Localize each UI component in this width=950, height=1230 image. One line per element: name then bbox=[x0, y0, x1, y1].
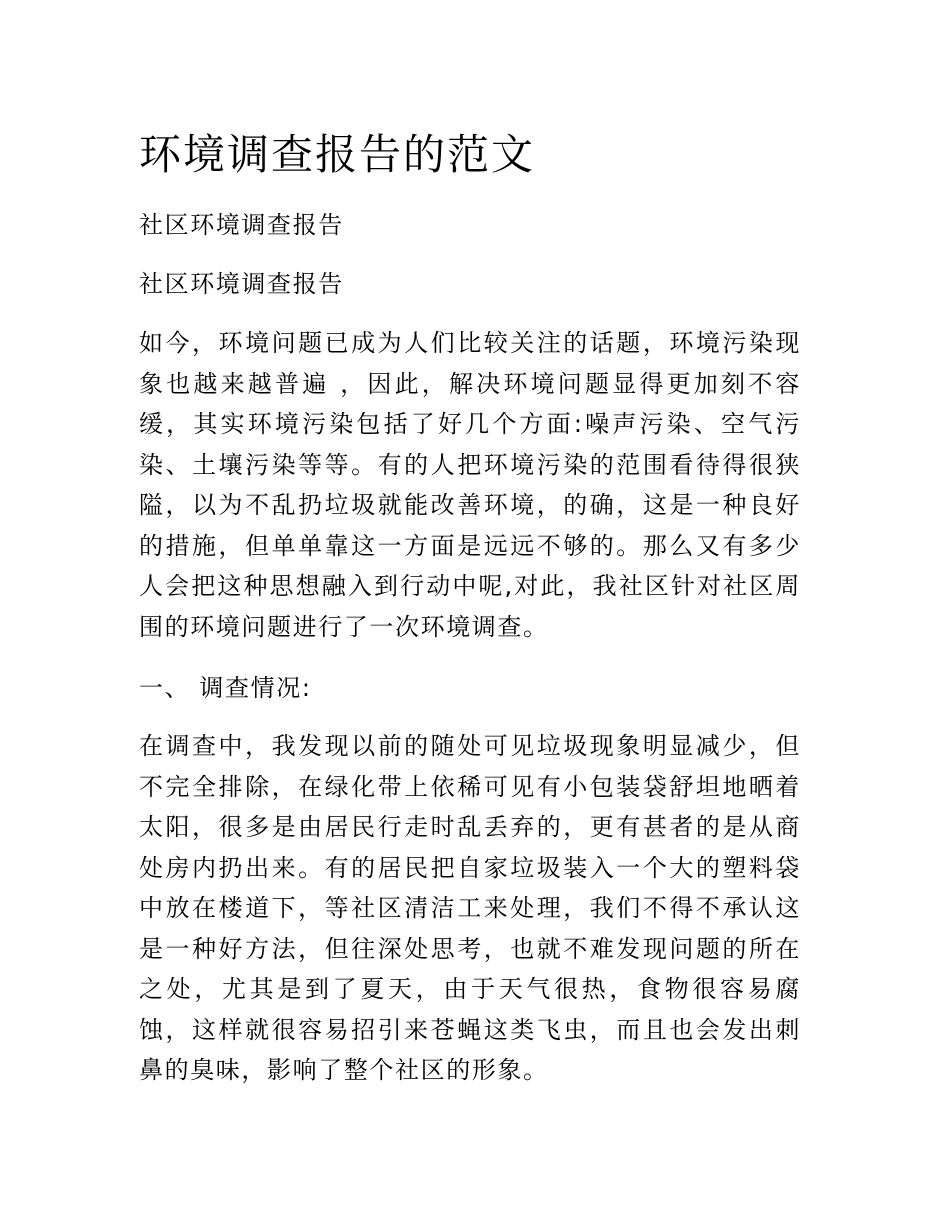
section-heading-survey: 一、 调查情况: bbox=[139, 674, 312, 702]
paragraph-intro: 如今，环境问题已成为人们比较关注的话题，环境污染现象也越来越普遍 ，因此，解决环境问题显得更加刻不容缓，其实环境污染包括了好几个方面:噪声污染、空气污染、土壤污染等等。有的人把环境污染的范围看待得很狭隘，以为不乱扔垃圾就能改善环境，的确，这是一种良好的措施，但单单靠这一方面是远远不够的。那么又有多少人会把这种思想融入到行动中呢,对此，我社区针对社区周围的环境问题进行了一次环境调查。 bbox=[139, 329, 801, 641]
subtitle-1: 社区环境调查报告 bbox=[139, 211, 344, 239]
document-title: 环境调查报告的范文 bbox=[139, 130, 536, 179]
paragraph-survey-findings: 在调查中，我发现以前的随处可见垃圾现象明显减少，但不完全排除，在绿化带上依稀可见有小包装袋舒坦地晒着太阳，很多是由居民行走时乱丢弃的，更有甚者的是从商处房内扔出来。有的居民把自家垃圾装入一个大的塑料袋中放在楼道下，等社区清洁工来处理，我们不得不承认这是一种好方法，但往深处思考，也就不难发现问题的所在之处，尤其是到了夏天，由于天气很热，食物很容易腐蚀，这样就很容易招引来苍蝇这类飞虫，而且也会发出刺鼻的臭味，影响了整个社区的形象。 bbox=[139, 732, 801, 1084]
subtitle-2: 社区环境调查报告 bbox=[139, 270, 344, 298]
